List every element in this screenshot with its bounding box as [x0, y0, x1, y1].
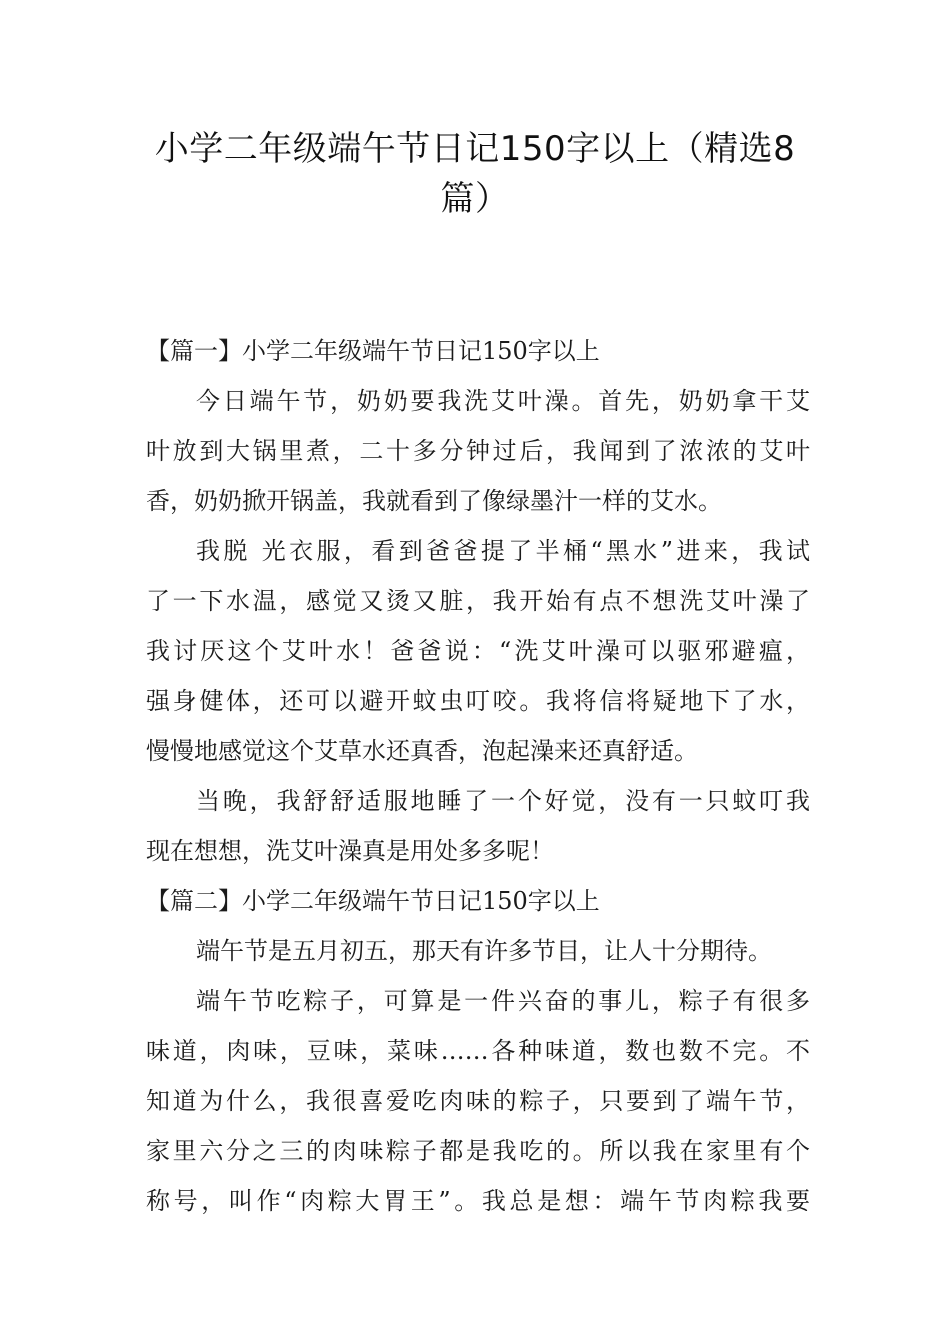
paragraph-line: 知道为什么，我很喜爱吃肉味的粽子，只要到了端午节， [146, 1087, 810, 1115]
paragraph-line: 慢慢地感觉这个艾草水还真香，泡起澡来还真舒适。 [146, 737, 698, 765]
paragraph-line: 当晚，我舒舒适服地睡了一个好觉，没有一只蚊叮我 [196, 787, 810, 815]
paragraph-line: 现在想想，洗艾叶澡真是用处多多呢！ [146, 837, 554, 865]
section-heading: 【篇二】小学二年级端午节日记150字以上 [146, 887, 600, 915]
document-title [140, 124, 810, 224]
paragraph-line: 端午节是五月初五，那天有许多节目，让人十分期待。 [196, 937, 772, 965]
paragraph-line: 叶放到大锅里煮，二十多分钟过后，我闻到了浓浓的艾叶 [146, 437, 810, 465]
paragraph-line: 我讨厌这个艾叶水！爸爸说：“洗艾叶澡可以驱邪避瘟， [146, 637, 810, 665]
paragraph-line: 强身健体，还可以避开蚊虫叮咬。我将信将疑地下了水， [146, 687, 810, 715]
document-body [146, 326, 810, 1226]
paragraph-line: 了一下水温，感觉又烫又脏，我开始有点不想洗艾叶澡了 [146, 587, 810, 615]
paragraph-line: 端午节吃粽子，可算是一件兴奋的事儿，粽子有很多 [196, 987, 810, 1015]
title-line-1: 小学二年级端午节日记150字以上（精选8 [154, 129, 796, 169]
paragraph-line: 我脱 光衣服，看到爸爸提了半桶“黑水”进来，我试 [196, 537, 810, 565]
paragraph-line: 称号，叫作“肉粽大胃王”。我总是想：端午节肉粽我要 [146, 1187, 810, 1215]
paragraph-line: 今日端午节，奶奶要我洗艾叶澡。首先，奶奶拿干艾 [196, 387, 810, 415]
paragraph-line: 家里六分之三的肉味粽子都是我吃的。所以我在家里有个 [146, 1137, 810, 1165]
paragraph-line: 味道，肉味，豆味，菜味……各种味道，数也数不完。不 [146, 1037, 810, 1065]
section-heading: 【篇一】小学二年级端午节日记150字以上 [146, 337, 600, 365]
title-line-2: 篇） [440, 179, 510, 219]
paragraph-line: 香，奶奶掀开锅盖，我就看到了像绿墨汁一样的艾水。 [146, 487, 722, 515]
